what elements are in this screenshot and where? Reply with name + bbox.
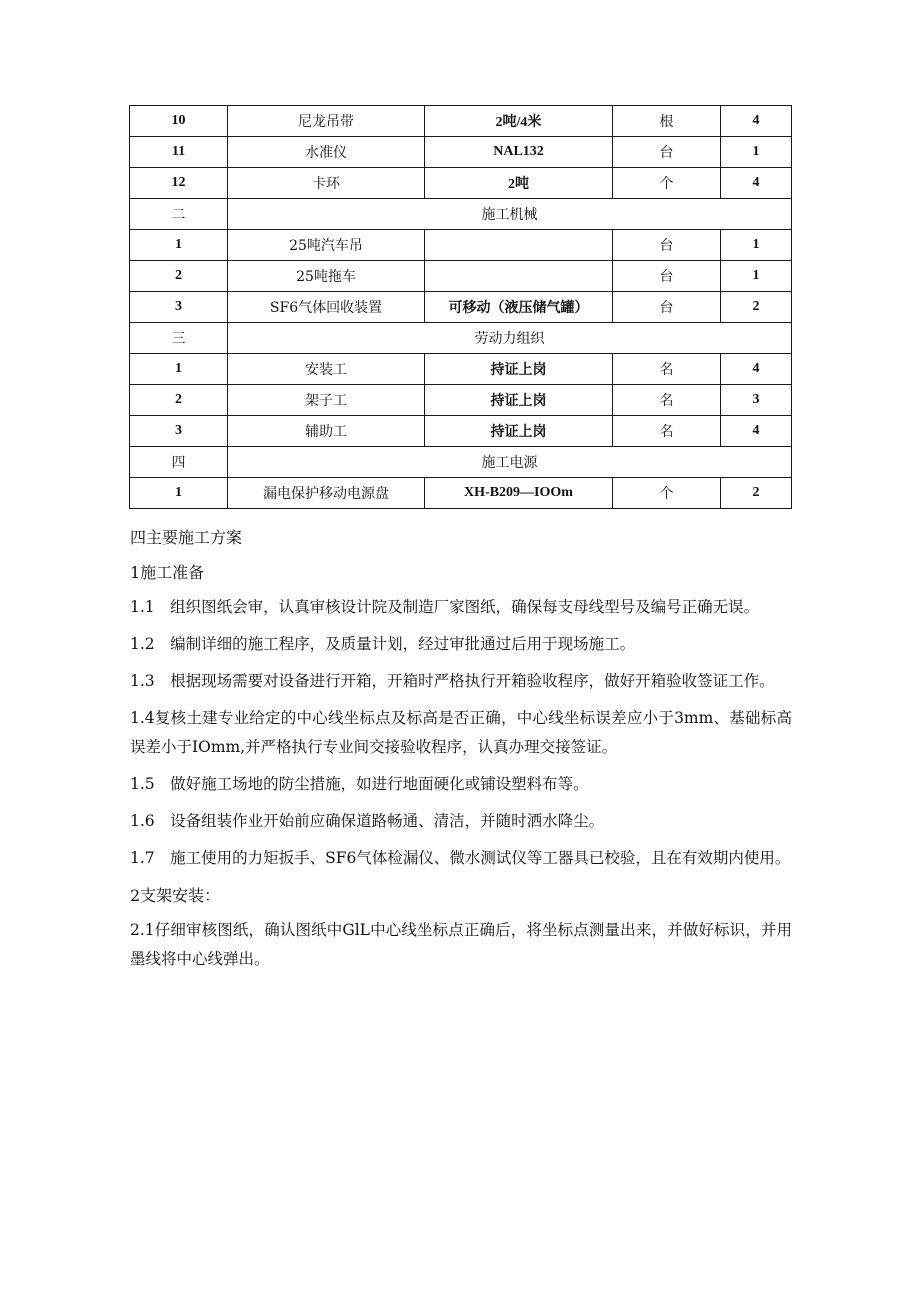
construction-plan-text <box>130 523 792 982</box>
item-number-cell: 1 <box>130 478 228 509</box>
item-unit-cell: 台 <box>613 261 721 292</box>
item-quantity-cell: 4 <box>721 416 792 447</box>
item-quantity-cell: 3 <box>721 385 792 416</box>
equipment-table-body <box>130 106 792 509</box>
item-name-cell: 架子工 <box>228 385 425 416</box>
item-spec-cell: 可移动（液压储气罐） <box>425 292 613 323</box>
table-row <box>130 385 792 416</box>
item-unit-cell: 名 <box>613 385 721 416</box>
item-number-cell: 12 <box>130 168 228 199</box>
item-name-cell: 25吨汽车吊 <box>228 230 425 261</box>
item-quantity-cell: 4 <box>721 168 792 199</box>
paragraph-1-3: 1.3 根据现场需要对设备进行开箱，开箱时严格执行开箱验收程序，做好开箱验收签证工作。 <box>130 672 775 690</box>
item-quantity-cell: 4 <box>721 106 792 137</box>
section-title-cell: 施工电源 <box>228 447 792 478</box>
item-quantity-cell: 4 <box>721 354 792 385</box>
table-row <box>130 261 792 292</box>
subsection-title-bracket-install: 2支架安装： <box>130 886 221 905</box>
paragraph-1-1: 1.1 组织图纸会审，认真审核设计院及制造厂家图纸，确保每支母线型号及编号正确无误。 <box>130 598 760 616</box>
section-title-cell: 施工机械 <box>228 199 792 230</box>
item-unit-cell: 根 <box>613 106 721 137</box>
item-unit-cell: 台 <box>613 292 721 323</box>
item-unit-cell: 台 <box>613 137 721 168</box>
table-section-row <box>130 199 792 230</box>
section-title-cell: 劳动力组织 <box>228 323 792 354</box>
item-unit-cell: 名 <box>613 354 721 385</box>
item-unit-cell: 名 <box>613 416 721 447</box>
table-section-row <box>130 323 792 354</box>
item-number-cell: 10 <box>130 106 228 137</box>
table-section-row <box>130 447 792 478</box>
item-quantity-cell: 2 <box>721 478 792 509</box>
paragraph-1-5: 1.5 做好施工场地的防尘措施，如进行地面硬化或铺设塑料布等。 <box>130 775 589 793</box>
item-quantity-cell: 1 <box>721 230 792 261</box>
item-unit-cell: 个 <box>613 168 721 199</box>
paragraph-1-4: 1.4复核土建专业给定的中心线坐标点及标高是否正确，中心线坐标误差应小于3mm、基础标高误差小于IOmm,并严格执行专业间交接验收程序，认真办理交接签证。 <box>130 709 792 756</box>
item-spec-cell: 持证上岗 <box>425 354 613 385</box>
item-name-cell: 水准仪 <box>228 137 425 168</box>
item-number-cell: 2 <box>130 385 228 416</box>
item-name-cell: 安装工 <box>228 354 425 385</box>
table-row <box>130 168 792 199</box>
item-number-cell: 3 <box>130 292 228 323</box>
item-quantity-cell: 2 <box>721 292 792 323</box>
item-name-cell: 漏电保护移动电源盘 <box>228 478 425 509</box>
item-spec-cell: XH-B209—IOOm <box>425 478 613 509</box>
subsection-title-preparation: 1施工准备 <box>130 563 205 582</box>
item-spec-cell: NAL132 <box>425 137 613 168</box>
item-spec-cell: 2吨/4米 <box>425 106 613 137</box>
item-spec-cell <box>425 230 613 261</box>
item-name-cell: 卡环 <box>228 168 425 199</box>
item-name-cell: 辅助工 <box>228 416 425 447</box>
item-unit-cell: 个 <box>613 478 721 509</box>
paragraph-1-2: 1.2 编制详细的施工程序，及质量计划，经过审批通过后用于现场施工。 <box>130 635 636 653</box>
section-number-cell: 三 <box>130 323 228 354</box>
item-spec-cell: 2吨 <box>425 168 613 199</box>
item-spec-cell: 持证上岗 <box>425 416 613 447</box>
section-title: 四主要施工方案 <box>130 528 243 547</box>
table-row <box>130 354 792 385</box>
section-number-cell: 二 <box>130 199 228 230</box>
table-row <box>130 137 792 168</box>
section-number-cell: 四 <box>130 447 228 478</box>
item-unit-cell: 台 <box>613 230 721 261</box>
item-spec-cell <box>425 261 613 292</box>
table-row <box>130 292 792 323</box>
item-name-cell: SF6气体回收装置 <box>228 292 425 323</box>
item-quantity-cell: 1 <box>721 137 792 168</box>
item-name-cell: 尼龙吊带 <box>228 106 425 137</box>
paragraph-1-7: 1.7 施工使用的力矩扳手、SF6气体检漏仪、微水测试仪等工器具已校验，且在有效期内使用。 <box>130 849 791 867</box>
item-number-cell: 11 <box>130 137 228 168</box>
table-row <box>130 230 792 261</box>
item-number-cell: 3 <box>130 416 228 447</box>
equipment-table <box>129 105 792 509</box>
table-row <box>130 478 792 509</box>
paragraph-2-1: 2.1仔细审核图纸，确认图纸中GlL中心线坐标点正确后，将坐标点测量出来，并做好标识，并用墨线将中心线弹出。 <box>130 921 792 968</box>
item-spec-cell: 持证上岗 <box>425 385 613 416</box>
equipment-table-container <box>129 105 791 509</box>
item-number-cell: 1 <box>130 354 228 385</box>
item-number-cell: 2 <box>130 261 228 292</box>
table-row <box>130 416 792 447</box>
item-quantity-cell: 1 <box>721 261 792 292</box>
paragraph-1-6: 1.6 设备组装作业开始前应确保道路畅通、清洁，并随时洒水降尘。 <box>130 812 605 830</box>
item-number-cell: 1 <box>130 230 228 261</box>
table-row <box>130 106 792 137</box>
item-name-cell: 25吨拖车 <box>228 261 425 292</box>
